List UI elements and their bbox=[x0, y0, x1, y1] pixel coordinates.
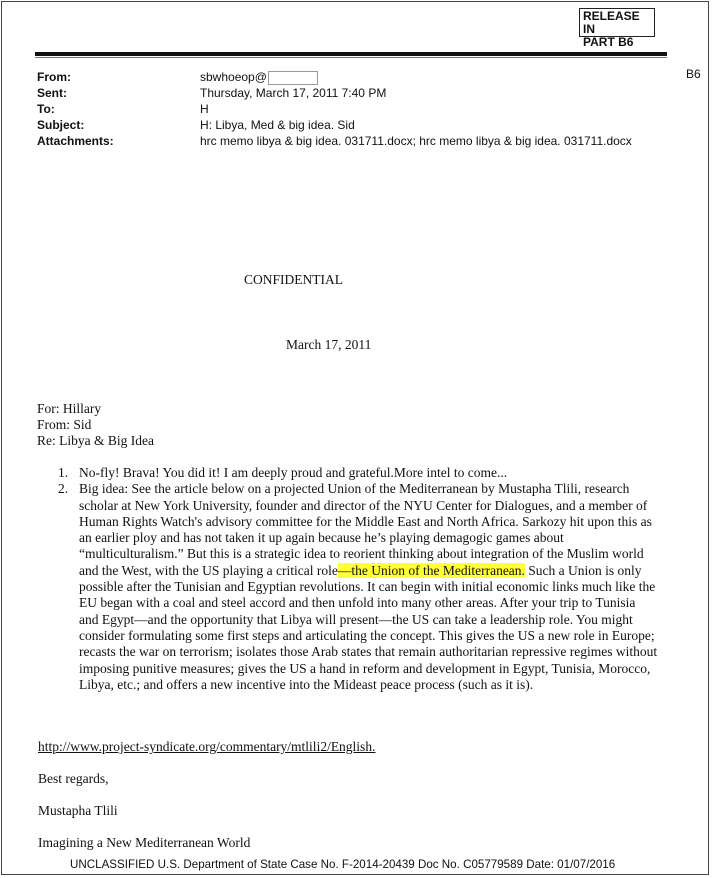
list-item-number: 2. bbox=[58, 481, 69, 497]
highlighted-text: —the Union of the Mediterranean. bbox=[337, 562, 525, 578]
subject-value: H: Libya, Med & big idea. Sid bbox=[200, 118, 355, 132]
release-stamp-line2: PART B6 bbox=[583, 35, 634, 49]
author-name: Mustapha Tlili bbox=[38, 803, 118, 818]
release-stamp bbox=[579, 8, 655, 49]
email-header bbox=[37, 69, 632, 149]
attachments-label: Attachments: bbox=[37, 134, 114, 148]
from-label: From: bbox=[37, 70, 71, 84]
from-row bbox=[37, 69, 632, 85]
list-item-text-part-b: Such a Union is only possible after the Tunisian and Egyptian revolutions. It can begin with initial economic links much like the EU began with a coal and steel accord and then unfold into many other areas. After your trip to Tunisia and Egypt—and the opportunity that Libya will present—the US can take a leadership role. You might consider formulating some first steps and articulating the concept. This gives the US a new role in Europe; recasts the war on terrorism; isolates those Arab states that remain authoritarian repressive regimes without imposing punitive measures; gives the US a hand in reform and development in Egypt, Tunisia, Morocco, Libya, etc.; and offers a new incentive into the Mideast peace process (such as it is). bbox=[79, 562, 658, 692]
closing-regards: Best regards, bbox=[38, 771, 109, 786]
release-stamp-line1: RELEASE IN bbox=[583, 9, 640, 36]
redaction-box bbox=[268, 71, 318, 85]
declassification-footer: UNCLASSIFIED U.S. Department of State Case No. F-2014-20439 Doc No. C05779589 Date: 01/07/2016 bbox=[70, 858, 616, 871]
confidential-heading: CONFIDENTIAL bbox=[244, 272, 343, 287]
memo-re-line: Re: Libya & Big Idea bbox=[37, 433, 154, 448]
memo-for-line: For: Hillary bbox=[37, 401, 102, 416]
list-item-text-part-a: Big idea: See the article below on a projected Union of the Mediterranean by Mustapha Tlili, research scholar at New York University, founder and director of the NYU Center for Dialogues, and a member of Human Rights Watch's advisory committee for the Middle East and North Africa. Sarkozy hit upon this as an earlier ploy and has not taken it up again because he’s playing demagogic games about “multiculturalism.” But this is a strategic idea to reorient thinking about integration of the Muslim world and the West, with the US playing a critical role bbox=[79, 481, 652, 578]
to-row bbox=[37, 101, 632, 117]
memo-list bbox=[58, 465, 658, 693]
memo-addressing bbox=[37, 401, 154, 449]
to-label: To: bbox=[37, 102, 55, 116]
sent-row bbox=[37, 85, 632, 101]
from-value: sbwhoeop@ bbox=[200, 70, 267, 84]
margin-exemption-code: B6 bbox=[686, 67, 701, 81]
attachments-row bbox=[37, 133, 632, 149]
subject-row bbox=[37, 117, 632, 133]
list-item bbox=[58, 465, 658, 481]
memo-date: March 17, 2011 bbox=[286, 337, 372, 352]
memo-from-line: From: Sid bbox=[37, 417, 92, 432]
subject-label: Subject: bbox=[37, 118, 85, 132]
header-rule-thin bbox=[35, 57, 667, 58]
list-item bbox=[58, 481, 658, 693]
article-title: Imagining a New Mediterranean World bbox=[38, 835, 251, 850]
list-item-number: 1. bbox=[58, 465, 69, 480]
sent-value: Thursday, March 17, 2011 7:40 PM bbox=[200, 86, 387, 100]
sent-label: Sent: bbox=[37, 86, 67, 100]
header-rule bbox=[35, 52, 667, 56]
article-link[interactable]: http://www.project-syndicate.org/commentary/mtlili2/English. bbox=[38, 739, 376, 754]
to-value: H bbox=[200, 102, 209, 116]
list-item-text: No-fly! Brava! You did it! I am deeply proud and grateful.More intel to come... bbox=[79, 465, 508, 480]
attachments-value[interactable]: hrc memo libya & big idea. 031711.docx; hrc memo libya & big idea. 031711.docx bbox=[200, 134, 632, 148]
